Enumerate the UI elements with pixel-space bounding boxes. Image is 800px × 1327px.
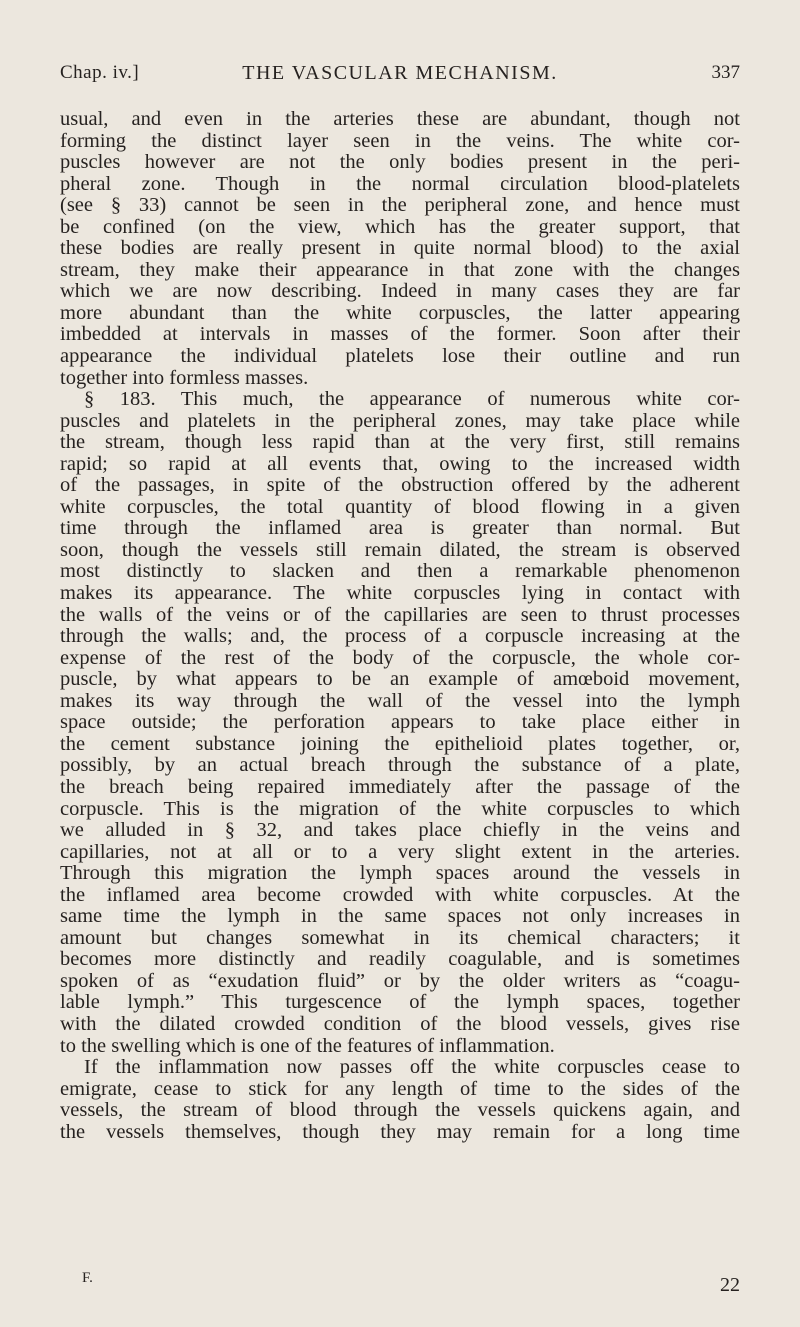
body-text [60,109,740,1143]
text-line: spoken of as “exudation fluid” or by the older writers as “coagu- [60,969,740,992]
text-line: of the passages, in spite of the obstruction offered by the adherent [60,474,740,497]
text-line: space outside; the perforation appears to take place either in [60,711,740,734]
signature-mark: F. [82,1270,93,1286]
text-line: forming the distinct layer seen in the veins. The white cor- [60,129,740,152]
text-line: the vessels themselves, though they may remain for a long time [60,1120,740,1143]
text-line: together into formless masses. [60,366,309,389]
text-line: the breach being repaired immediately after the passage of the [60,775,740,798]
text-line: lable lymph.” This turgescence of the lymph spaces, together [60,991,740,1014]
page-number: 337 [711,62,740,83]
text-line: If the inflammation now passes off the white corpuscles cease to [84,1056,740,1079]
running-header [60,62,740,90]
text-line: rapid; so rapid at all events that, owing to the increased width [60,452,740,475]
text-line: puscles however are not the only bodies present in the peri- [60,151,740,174]
running-title: THE VASCULAR MECHANISM. [242,62,558,84]
text-line: becomes more distinctly and readily coagulable, and is sometimes [60,948,740,971]
text-line: be confined (on the view, which has the greater support, that [60,215,740,238]
text-line: these bodies are really present in quite normal blood) to the axial [60,237,740,260]
text-line: pheral zone. Though in the normal circulation blood-platelets [60,172,740,195]
text-line: § 183. This much, the appearance of numerous white cor- [84,388,740,411]
text-line: corpuscle. This is the migration of the white corpuscles to which [60,797,740,820]
chapter-label: Chap. iv.] [60,62,140,83]
signature-number: 22 [720,1274,740,1296]
text-line: the inflamed area become crowded with white corpuscles. At the [60,883,740,906]
text-line: through the walls; and, the process of a corpuscle increasing at the [60,625,740,648]
text-line: we alluded in § 32, and takes place chiefly in the veins and [60,819,740,842]
text-line: vessels, the stream of blood through the vessels quickens again, and [60,1099,740,1122]
text-line: time through the inflamed area is greater than normal. But [60,517,740,540]
text-line: capillaries, not at all or to a very slight extent in the arteries. [60,840,740,863]
text-line: same time the lymph in the same spaces not only increases in [60,905,740,928]
text-line: stream, they make their appearance in that zone with the changes [60,258,740,281]
text-line: imbedded at intervals in masses of the former. Soon after their [60,323,740,346]
text-line: soon, though the vessels still remain dilated, the stream is observed [60,538,740,561]
text-line: possibly, by an actual breach through the substance of a plate, [60,754,740,777]
text-line: expense of the rest of the body of the corpuscle, the whole cor- [60,646,740,669]
text-line: makes its way through the wall of the vessel into the lymph [60,689,740,712]
text-line: Through this migration the lymph spaces around the vessels in [60,862,740,885]
text-line: most distinctly to slacken and then a remarkable phenomenon [60,560,740,583]
page-footer [60,1270,740,1296]
text-line: (see § 33) cannot be seen in the peripheral zone, and hence must [60,194,740,217]
text-line: with the dilated crowded condition of the blood vessels, gives rise [60,1012,740,1035]
text-line: more abundant than the white corpuscles, the latter appearing [60,301,740,324]
text-line: usual, and even in the arteries these are abundant, though not [60,108,740,130]
text-line: the cement substance joining the epithelioid plates together, or, [60,732,740,755]
text-line: the walls of the veins or of the capillaries are seen to thrust processes [60,603,740,626]
text-line: white corpuscles, the total quantity of blood flowing in a given [60,495,740,518]
text-line: appearance the individual platelets lose their outline and run [60,345,740,368]
text-line: makes its appearance. The white corpuscles lying in contact with [60,582,740,605]
text-line: puscle, by what appears to be an example of amœboid movement, [60,668,740,691]
text-line: puscles and platelets in the peripheral zones, may take place while [60,409,740,432]
text-line: the stream, though less rapid than at the very first, still remains [60,431,740,454]
text-line: amount but changes somewhat in its chemical characters; it [60,926,740,949]
text-line: which we are now describing. Indeed in many cases they are far [60,280,740,303]
text-line: emigrate, cease to stick for any length of time to the sides of the [60,1077,740,1100]
text-line: to the swelling which is one of the features of inflammation. [60,1034,555,1057]
